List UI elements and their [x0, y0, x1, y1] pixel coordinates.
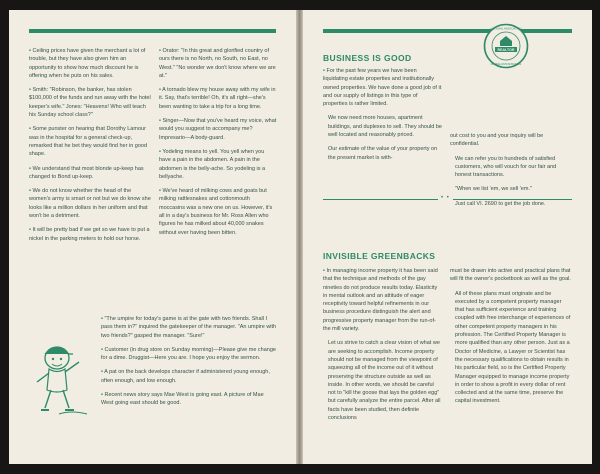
paragraph: We can refer you to hundreds of satisfied customers, who will vouch for our fair and honest transactions. [455, 155, 557, 179]
left-column-1 [29, 47, 151, 249]
paragraph: Let us strive to catch a clear vision of what we are seeking to accomplish. Income property should not be managed from the viewpoint of squeezing all of the income out of it without preserving the structure outside as well as inside. In other words, we should be careful not to "kill the goose that lays the golden egg" but carefully analyze the entire parcel. After all facts have been studied, then definite conclusions [328, 340, 441, 422]
paragraph: Our estimate of the value of your property on the present market is with- [328, 146, 438, 161]
section-title-business-is-good: BUSINESS IS GOOD [323, 53, 412, 63]
greenbacks-column-1 [323, 267, 442, 428]
divider-ornament: • • [438, 195, 453, 201]
baseball-player-illustration [29, 340, 91, 418]
business-column-1 [323, 67, 442, 168]
list-item: • Customer (in drug store on Sunday morning)—Please give me change for a dime. Druggist—Here you are. I hope you enjoy the sermon. [101, 346, 276, 362]
list-item: • We've heard of milking cows and goats but milking rattlesnakes and cottonmouth moccasins was a new one on us. However, it's all in a day's business for Mr. Ross Allen who figures he has milked about 40,000 snakes without ever having been bitten. [159, 188, 273, 236]
list-item: • In managing income property it has been said that the technique and methods of the gay nineties do not produce results today. Elasticity in mental outlook and an attitude of eager receptivity toward helpful refinements in our business procedure distinguish the alert and progressive property manager from the run-of-the mill variety. [323, 268, 438, 333]
list-item: • Singer—Now that you've heard my voice, what would you suggest to accompany me? Impresario—A body-guard. [159, 118, 277, 141]
left-bottom-column [101, 315, 277, 414]
paragraph: "When we list 'em, we sell 'em." [455, 186, 532, 193]
list-item: • A tornado blew my house away with my wife in it. Say, that's terrible! Oh, it's all right—she's been wanting to take a trip for a long time. [159, 87, 276, 110]
list-item: • Ceiling prices have given the merchant a lot of trouble, but they have also given him an opportunity to show how much discount he is offering when he puts on his sales. [29, 48, 146, 79]
book-spine [296, 10, 303, 464]
paragraph: must be drawn into active and practical plans that will fit the owner's pocketbook as well as the goal. [450, 268, 571, 283]
list-item: • Recent news story says Mae West is going east. A picture of Mae West going east should be good. [101, 392, 264, 407]
left-column-2 [159, 47, 277, 243]
right-top-rule [323, 29, 572, 33]
list-item: • We do not know whether the head of the women's army is smart or not but we do know she looks like a million dollars in her uniform and that won't be a detriment. [29, 188, 151, 220]
paragraph: We now need more houses, apartment buildings, and duplexes to sell. They should be well located and reasonably priced. [328, 115, 442, 139]
list-item: • For the past few years we have been liquidating estate properties and institutionally owned properties. We have done a good job of it and our supply of listings in this type of properties is rather limited. [323, 68, 442, 108]
right-page [303, 10, 592, 464]
realtor-seal-icon [483, 23, 529, 69]
business-column-2 [450, 132, 572, 214]
list-item: • Smith: "Robinson, the banker, has stolen $100,000 of the funds and run away with the hotel keeper's wife." Jones: "Heavens! Who will teach his Sunday school class?" [29, 87, 151, 119]
list-item: • Orator: "In this great and glorified country of ours there is no North, no South, no East, no West." "No wonder we don't know where we are at." [159, 48, 276, 79]
paragraph: Just call VI. 2690 to get the job done. [455, 200, 546, 207]
list-item: • "The umpire for today's game is at the gate with two friends. Shall I pass them in?" inquired the gatekeeper of the manager. "An umpire with two friends?" gasped the manager. "Sure!" [101, 316, 277, 339]
paragraph: out cost to you and your inquiry will be confidential. [450, 133, 544, 148]
paragraph: All of these plans must originate and be executed by a competent property manager that has sufficient experience and training coupled with free interchange of experiences of other competent property managers in his profession. The Certified Property Manager is more qualified than any other person. Just as a Doctor of Medicine, a Lawyer or Scientist has the necessary qualifications to obtain results in his particular field, so is the Certified Property Manager equipped to manage income property in order to show a profit in every dollar of rent collected and at the same time, preserve the capital investment. [455, 290, 571, 405]
seal-top-text: NATIONAL ASSOCIATION [490, 27, 522, 31]
list-item: • Yodeling means to yell. You yell when you have a pain in the abdomen. A pain in the abdomen is the belly-ache. So yodeling is a bellyache. [159, 148, 266, 180]
seal-middle-text: REALTOR [497, 47, 515, 52]
greenbacks-column-2 [450, 267, 572, 412]
left-top-rule [29, 29, 276, 33]
section-title-invisible-greenbacks: INVISIBLE GREENBACKS [323, 251, 436, 261]
left-page [9, 10, 296, 464]
seal-bottom-text: OF REAL ESTATE BOARDS [490, 63, 522, 66]
list-item: • A pat on the back develops character if administered young enough, often enough, and low enough. [101, 369, 270, 384]
list-item: • Some punster on hearing that Dorothy Lamour was in the hospital for a general check-up, remarked that he bet they would find her in good shape. [29, 126, 148, 158]
list-item: • It will be pretty bad if we get so we have to put a nickel in the parking meters to hold our horse. [29, 227, 150, 242]
list-item: • We understand that most blonde up-keep has changed to Bond up-keep. [29, 165, 144, 180]
